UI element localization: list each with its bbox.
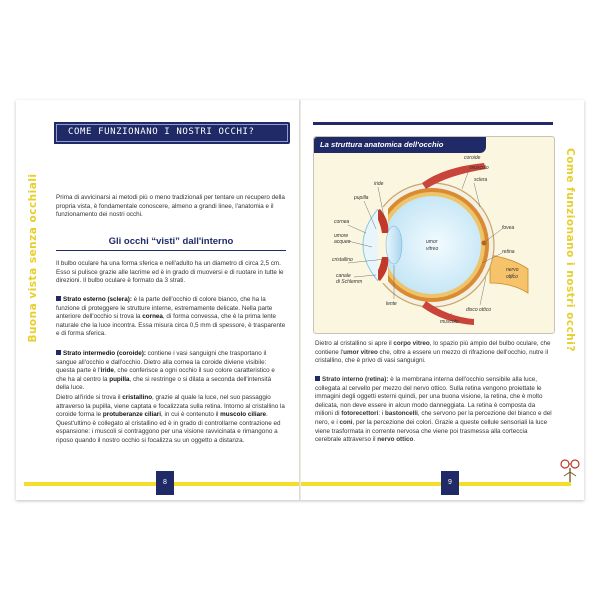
right-page bbox=[301, 100, 584, 500]
subheading-underline bbox=[56, 250, 286, 251]
label-retina: retina bbox=[502, 249, 515, 255]
label-nervo: nervo bbox=[506, 267, 519, 273]
label-sclera: sclera bbox=[474, 177, 488, 183]
label-cristallino: cristallino bbox=[332, 257, 353, 263]
chapter-header bbox=[54, 122, 290, 144]
paragraph-corpo-vitreo: Dietro al cristallino si apre il corpo vitreo, lo spazio più ampio del bulbo oculare, che contiene l'umor vitreo che, oltre a essere un mezzo di rifrazione dell'occhio, nutre il cristallino, che è privo di vasi sanguigni. bbox=[315, 340, 551, 365]
paragraph-sclera: Strato esterno (sclera): è la parte dell'occhio di colore bianco, che ha la funzione di proteggere le strutture interne, estremamente delicate. Nella parte anteriore dell'occhio si trova la cornea, di forma convessa, che è la prima lente naturale che la luce incontra. Essa misura circa 0,5 mm di spessore, è trasparente e di forma sferica. bbox=[56, 296, 286, 338]
label-lente: lente bbox=[386, 301, 397, 307]
bullet-square bbox=[315, 376, 320, 381]
left-page bbox=[16, 100, 299, 500]
label-coroide: coroide bbox=[464, 155, 481, 161]
label-fovea: fovea bbox=[502, 225, 515, 231]
label-ottico: ottico bbox=[506, 274, 518, 280]
paragraph-cristallino: Dietro all'iride si trova il cristallino, grazie al quale la luce, nel suo passaggio attraverso la pupilla, viene captata e focalizzata sulla retina. Intorno al cristallino la coroide forma le protuberanze ciliari, in cui è contenuto il muscolo ciliare. Quest'ultimo è collegato al cristallino ed è in grado di controllarne contrazione ed espansione: i muscoli si contraggono per una visione ravvicinata e rimangono a riposo quando il nostro occhio si focalizza su un oggetto a distanza. bbox=[56, 394, 285, 444]
bullet-square bbox=[56, 350, 61, 355]
right-vertical-title: Come funzionano i nostri occhi? bbox=[564, 148, 576, 352]
eye-diagram bbox=[314, 137, 554, 333]
paragraph-coroide: Strato intermedio (coroide): contiene i vasi sanguigni che trasportano il sangue all'occhio e dall'occhio. Dietro alla cornea la coroide diviene visibile: questa parte è l'iride, che conferisce a ogni occhio il suo colore caratteristico e che ha al centro la pupilla, che si restringe o si dilata a seconda dell'intensità della luce. bbox=[56, 350, 275, 392]
cornea-shape bbox=[363, 209, 378, 281]
glasses-figure-icon bbox=[559, 454, 583, 484]
page-number-left: 8 bbox=[156, 471, 174, 495]
label-umor: umor bbox=[426, 239, 438, 245]
label-umore: umore bbox=[334, 233, 349, 239]
label-iride: iride bbox=[374, 181, 384, 187]
left-vertical-title: Buona vista senza occhiali bbox=[27, 173, 39, 343]
section-subheading: Gli occhi “visti” dall'interno bbox=[108, 236, 234, 247]
eye-anatomy-figure bbox=[313, 136, 555, 334]
label-muscolo-bottom: muscolo bbox=[440, 319, 459, 325]
figure-title-bar bbox=[314, 137, 486, 153]
label-cornea: cornea bbox=[334, 219, 350, 225]
label-schlemm: di Schlemm bbox=[336, 279, 363, 285]
label-canale: canale bbox=[336, 273, 351, 279]
intro-paragraph: Prima di avvicinarsi ai metodi più o meno tradizionali per tentare un recupero della propria vista, è fondamentale conoscere, almeno a grandi linee, l'anatomia e il funzionamento dei nostri occhi. bbox=[56, 194, 285, 219]
page-number-right: 9 bbox=[441, 471, 459, 495]
figure-title: La struttura anatomica dell'occhio bbox=[320, 140, 444, 149]
book-spread bbox=[16, 100, 584, 500]
fovea-mark bbox=[482, 241, 487, 246]
paragraph-retina: Strato interno (retina): è la membrana interna dell'occhio sensibile alla luce, collegata al cervello per mezzo del nervo ottico. Sulla retina vengono proiettate le immagini degli oggetti esterni quindi, per una buona visione, la retina, che è molto delicata, non deve essere in alcun modo danneggiata. La retina è composta da milioni di fotorecettori: i bastoncelli, che servono per la percezione del bianco e del nero, e i coni, per la percezione dei colori. Grazie a queste cellule sensoriali la luce viene trasformata in corrente nervosa che viene poi trasmessa alla corteccia cerebrale attraverso il nervo ottico. bbox=[315, 376, 552, 444]
paragraph-bulbo: Il bulbo oculare ha una forma sferica e nell'adulto ha un diametro di circa 2,5 cm. Esso si pulisce grazie alle lacrime ed è in grado di muoversi e di ruotare in tutte le direzioni. Il bulbo oculare è formato da 3 strati. bbox=[56, 260, 284, 285]
label-disco-ottico: disco ottico bbox=[466, 307, 492, 313]
right-footer-strip bbox=[301, 482, 571, 486]
lens-shape bbox=[386, 226, 402, 264]
label-acqueo: acqueo bbox=[334, 239, 351, 245]
bullet-square bbox=[56, 296, 61, 301]
right-header-rule bbox=[313, 122, 553, 125]
chapter-title: COME FUNZIONANO I NOSTRI OCCHI? bbox=[68, 127, 255, 137]
label-pupilla: pupilla bbox=[354, 195, 369, 201]
label-muscolo-top: muscolo bbox=[470, 165, 489, 171]
label-vitreo: vitreo bbox=[426, 246, 439, 252]
